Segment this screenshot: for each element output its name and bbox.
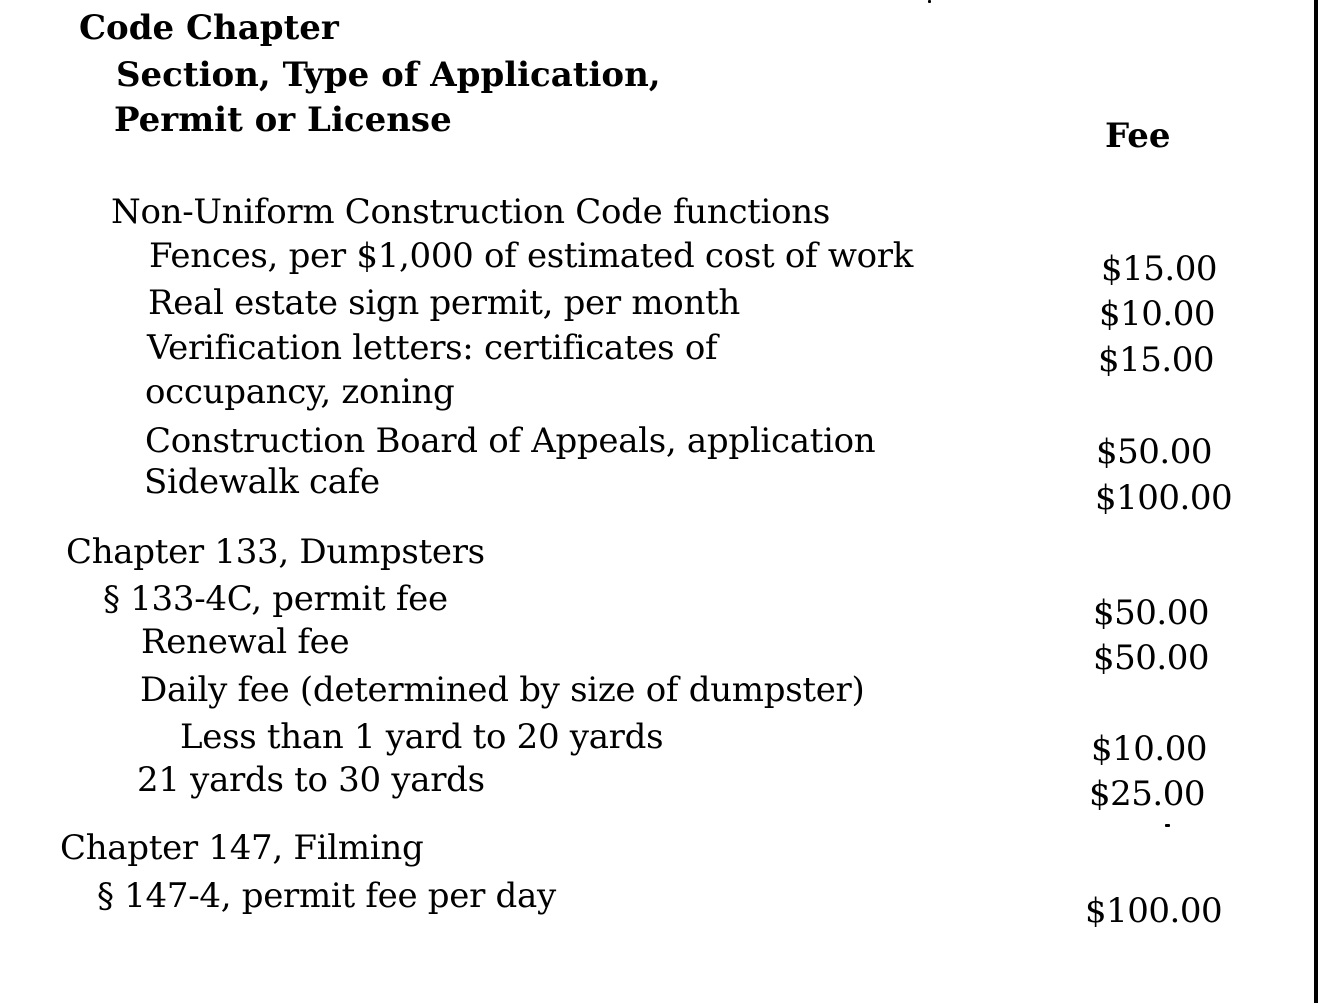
scan-speck — [928, 0, 931, 3]
fee-item-label: Real estate sign permit, per month — [148, 283, 741, 323]
fee-item-amount: $15.00 — [1101, 249, 1217, 289]
fee-item-label: Construction Board of Appeals, application — [145, 421, 876, 461]
fee-item-label: Verification letters: certificates of — [147, 328, 718, 368]
fee-item-label: Renewal fee — [141, 622, 350, 662]
fee-item-amount: $15.00 — [1098, 340, 1214, 380]
fee-item-amount: $25.00 — [1089, 774, 1205, 814]
scan-speck — [1165, 824, 1170, 827]
header-code-chapter: Code Chapter — [79, 8, 339, 48]
fee-item-label: § 133-4C, permit fee — [103, 579, 448, 619]
fee-item-amount: $50.00 — [1096, 432, 1212, 472]
fee-item-amount: $50.00 — [1093, 593, 1209, 633]
fee-item-label: Sidewalk cafe — [144, 462, 380, 502]
page-edge-rule — [1314, 0, 1318, 1003]
fee-item-label-continued: occupancy, zoning — [145, 372, 455, 412]
fee-item-amount: $10.00 — [1099, 294, 1215, 334]
fee-item-amount: $100.00 — [1095, 478, 1233, 518]
header-permit-line: Permit or License — [114, 100, 452, 140]
fee-item-amount: $50.00 — [1093, 638, 1209, 678]
fee-item-amount: $100.00 — [1085, 891, 1223, 931]
fee-item-amount: $10.00 — [1091, 729, 1207, 769]
header-section-line: Section, Type of Application, — [116, 55, 661, 95]
fee-item-label: Less than 1 yard to 20 yards — [180, 717, 664, 757]
fee-item-label: Daily fee (determined by size of dumpster) — [140, 670, 865, 710]
section-title-non-uniform: Non-Uniform Construction Code functions — [111, 192, 831, 232]
fee-item-label: § 147-4, permit fee per day — [97, 876, 556, 916]
fee-item-label: Fences, per $1,000 of estimated cost of work — [149, 236, 914, 276]
section-title-chapter-147: Chapter 147, Filming — [60, 828, 424, 868]
header-fee: Fee — [1105, 116, 1171, 156]
fee-item-label: 21 yards to 30 yards — [137, 760, 485, 800]
section-title-chapter-133: Chapter 133, Dumpsters — [66, 532, 485, 572]
